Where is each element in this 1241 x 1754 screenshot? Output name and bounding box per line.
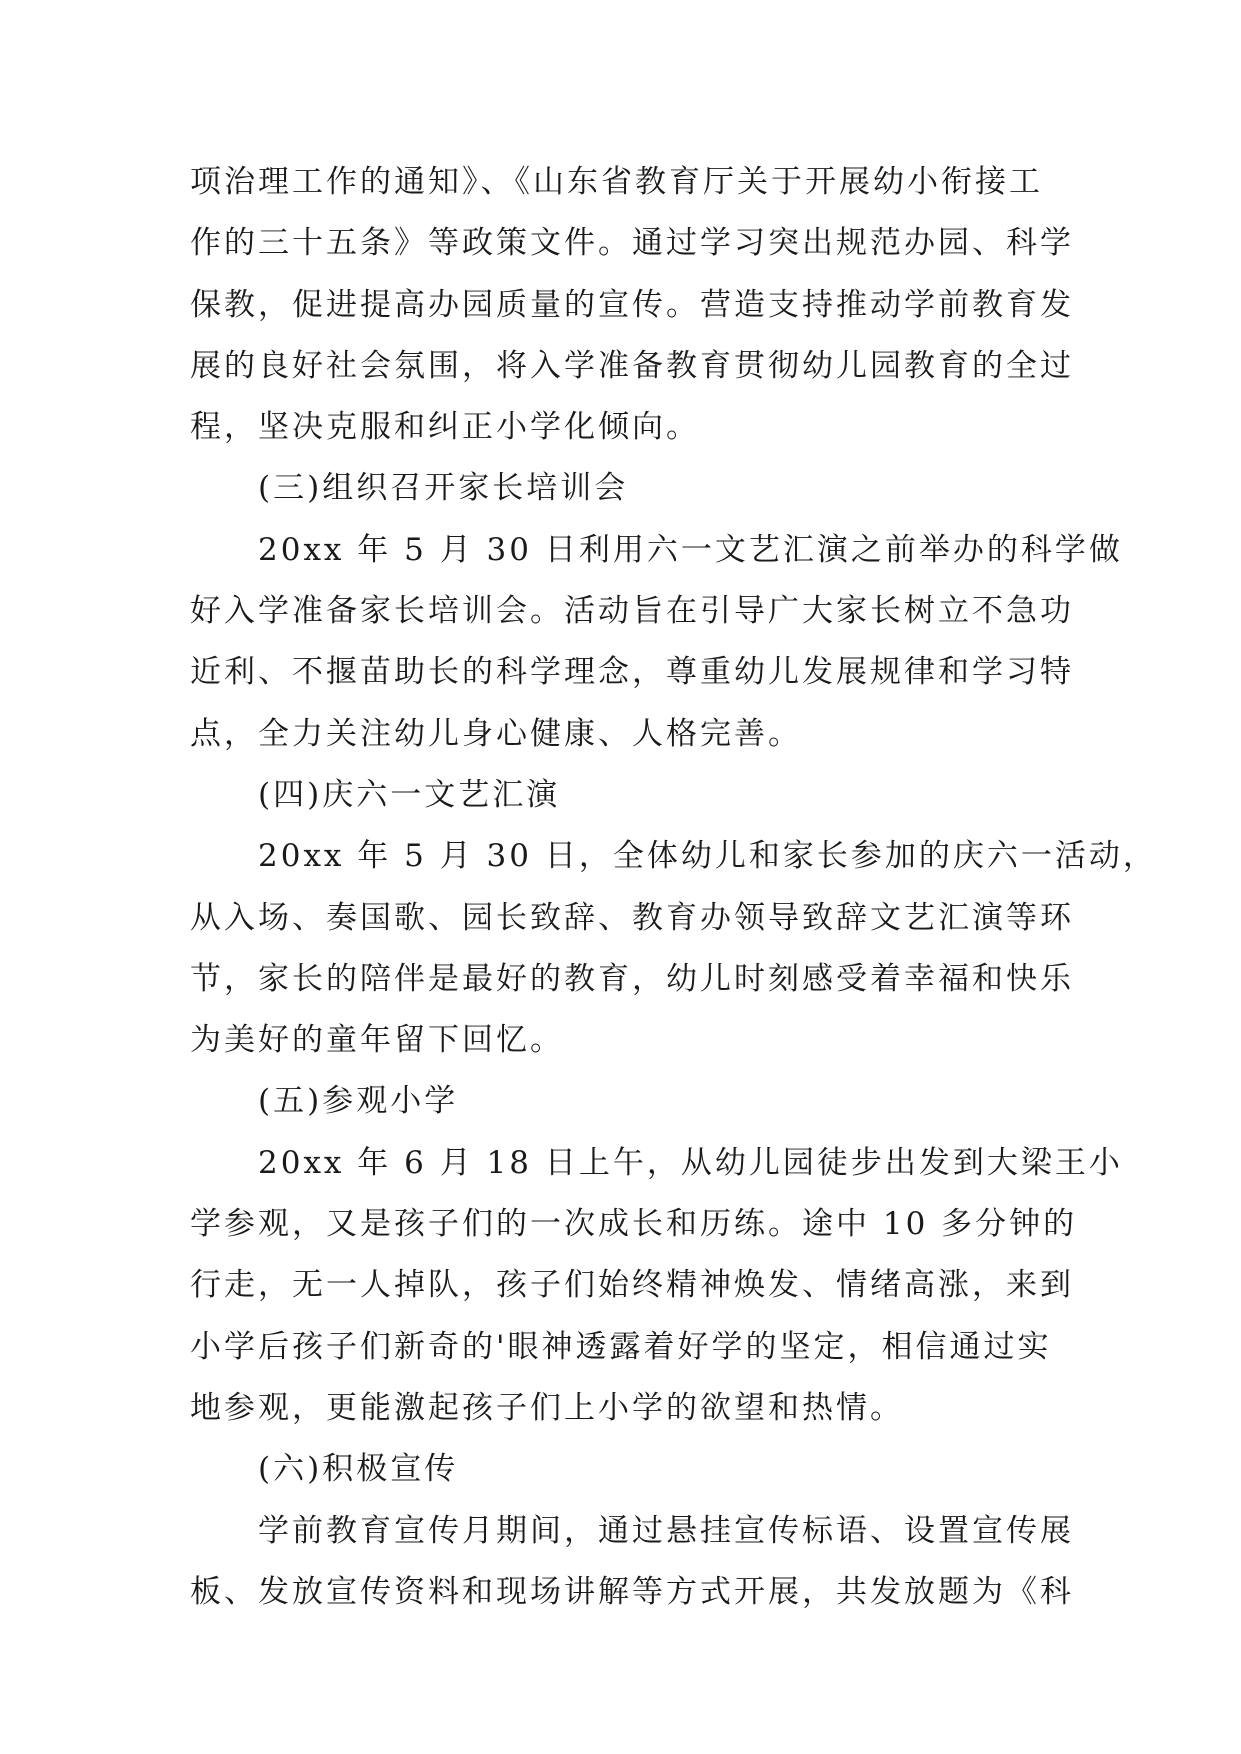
text-line: 点，全力关注幼儿身心健康、人格完善。 — [190, 715, 802, 752]
text-line: 展的良好社会氛围，将入学准备教育贯彻幼儿园教育的全过 — [190, 347, 1074, 384]
section-heading: (五)参观小学 — [258, 1083, 459, 1120]
text-line: 节，家长的陪伴是最好的教育，幼儿时刻感受着幸福和快乐 — [190, 960, 1074, 997]
section-heading: (六)积极宣传 — [258, 1451, 459, 1488]
text-line: 小学后孩子们新奇的'眼神透露着好学的坚定，相信通过实 — [190, 1328, 1052, 1365]
text-line: 20xx 年 5 月 30 日，全体幼儿和家长参加的庆六一活动， — [258, 838, 1157, 875]
text-line: 学前教育宣传月期间，通过悬挂宣传标语、设置宣传展 — [258, 1512, 1074, 1549]
text-line: 地参观，更能激起孩子们上小学的欲望和热情。 — [190, 1389, 904, 1426]
text-line: 程，坚决克服和纠正小学化倾向。 — [190, 409, 700, 446]
text-line: 板、发放宣传资料和现场讲解等方式开展，共发放题为《科 — [190, 1573, 1074, 1610]
text-line: 20xx 年 6 月 18 日上午，从幼儿园徒步出发到大梁王小 — [258, 1144, 1123, 1181]
text-line: 项治理工作的通知》、《山东省教育厅关于开展幼小衔接工 — [190, 164, 1043, 200]
text-line: 行走，无一人掉队，孩子们始终精神焕发、情绪高涨，来到 — [190, 1267, 1074, 1304]
text-line: 从入场、奏国歌、园长致辞、教育办领导致辞文艺汇演等环 — [190, 899, 1074, 936]
text-line: 保教，促进提高办园质量的宣传。营造支持推动学前教育发 — [190, 286, 1074, 323]
text-line: 近利、不揠苗助长的科学理念，尊重幼儿发展规律和学习特 — [190, 654, 1074, 691]
text-line: 学参观，又是孩子们的一次成长和历练。途中 10 多分钟的 — [190, 1206, 1078, 1243]
section-heading: (三)组织召开家长培训会 — [258, 470, 629, 507]
section-heading: (四)庆六一文艺汇演 — [258, 776, 561, 813]
document-body — [190, 152, 1157, 1623]
text-line: 作的三十五条》等政策文件。通过学习突出规范办园、科学 — [190, 225, 1074, 262]
text-line: 好入学准备家长培训会。活动旨在引导广大家长树立不急功 — [190, 593, 1074, 630]
text-line: 20xx 年 5 月 30 日利用六一文艺汇演之前举办的科学做 — [258, 531, 1123, 568]
text-line: 为美好的童年留下回忆。 — [190, 1022, 564, 1059]
